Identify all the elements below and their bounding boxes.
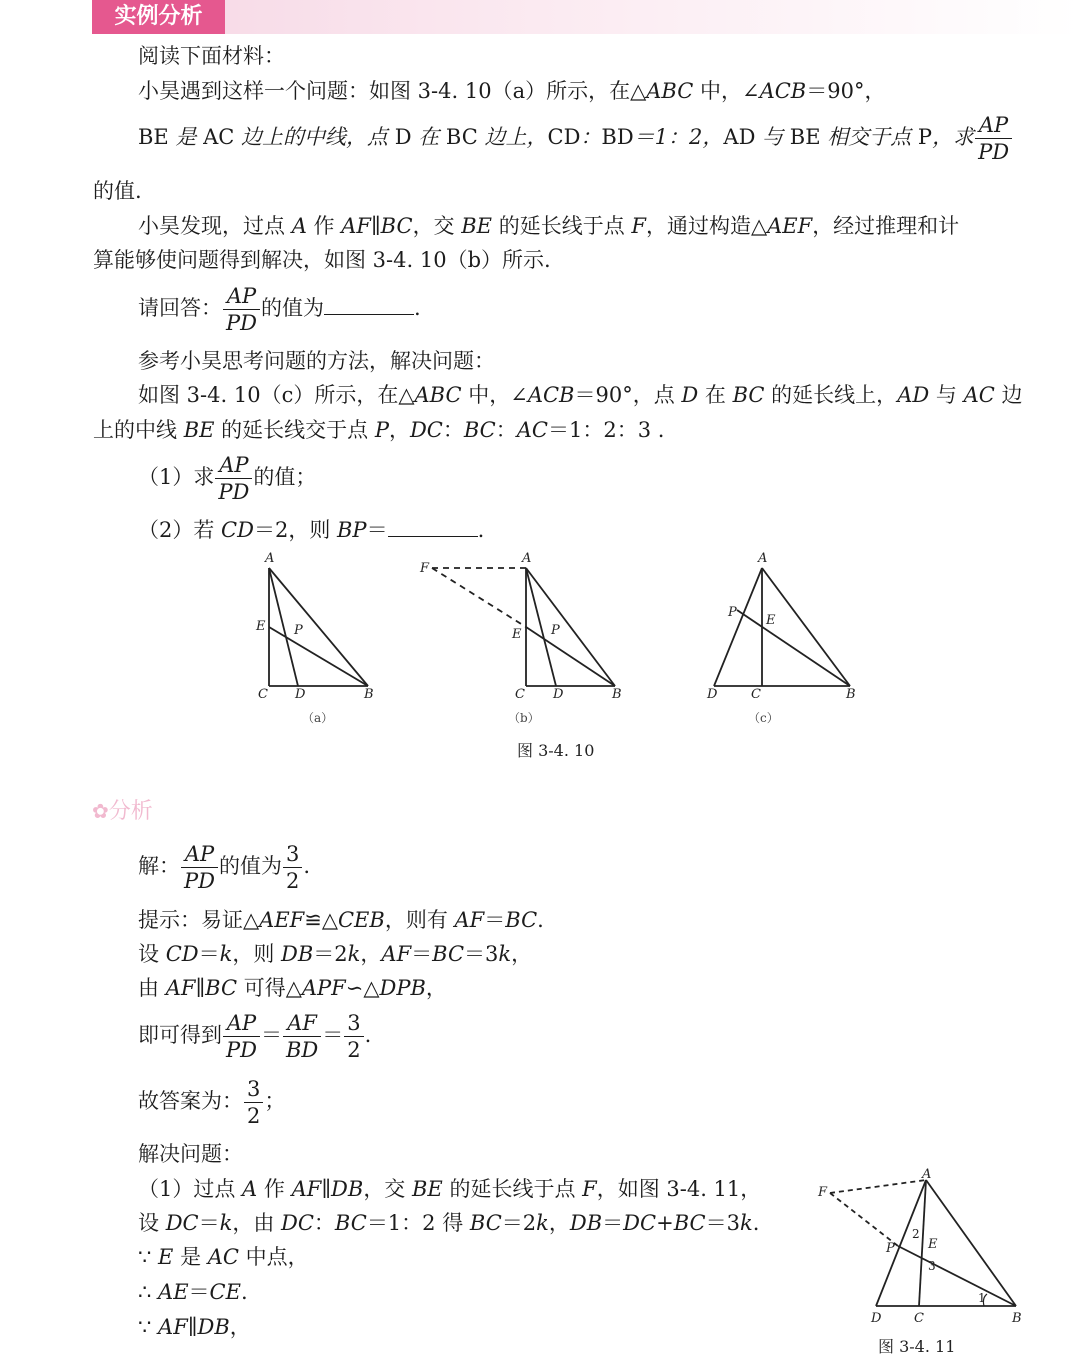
label-11-E: E	[928, 1237, 938, 1252]
math-var: BC	[505, 908, 538, 932]
math-var: 相交于点	[820, 125, 918, 149]
text-run: ，	[425, 976, 447, 1000]
math-var: ABC	[414, 383, 462, 407]
fraction-den: 2	[347, 1038, 361, 1062]
question-1-pre: （1）求	[138, 465, 215, 489]
math-var: BC	[432, 942, 465, 966]
fraction-num: AP	[223, 1010, 260, 1037]
math-var: 与	[755, 125, 790, 149]
math-var: DC	[281, 1211, 314, 1235]
problem-line-9	[138, 380, 1022, 410]
analysis-line-5	[138, 1010, 371, 1063]
header-band	[92, 0, 1080, 34]
question-1	[138, 452, 316, 505]
question-2	[138, 515, 484, 545]
fraction-ap-pd	[975, 112, 1012, 165]
math-var: AEF	[259, 908, 305, 932]
math-var: BC	[463, 418, 496, 442]
label-11-C: C	[914, 1311, 924, 1326]
text-run: ≌△	[304, 908, 338, 932]
angle-2-label: 2	[912, 1227, 920, 1241]
text-run: 的延长线于点	[492, 214, 632, 238]
math-var: BC	[334, 1211, 367, 1235]
text-run: 与	[929, 383, 964, 407]
label-c-A: A	[758, 551, 768, 566]
figure-3-4-11	[806, 1168, 1044, 1358]
text-run: 的延长线上，	[764, 383, 898, 407]
label-11-P: P	[886, 1241, 895, 1256]
text-run: 小昊遇到这样一个问题：如图 3-4. 10（a）所示，在△	[138, 79, 647, 103]
text-run: 中，∠	[461, 383, 528, 407]
math-var: F	[631, 214, 646, 238]
text-run: ∥	[321, 1177, 332, 1201]
fraction-num: AP	[215, 452, 252, 479]
math-var: ，求	[932, 125, 975, 149]
fraction-den: 2	[285, 869, 300, 893]
fraction-num: 3	[244, 1076, 263, 1103]
label-a-A: A	[265, 551, 275, 566]
text-run: ＝1：2 得	[366, 1211, 470, 1235]
analysis-line-7: 解决问题：	[138, 1142, 243, 1166]
text-run: 的延长线于点	[442, 1177, 583, 1201]
analysis-line-6	[138, 1076, 285, 1129]
fraction-ap-pd	[215, 452, 252, 505]
text-run: ，如图 3-4. 11，	[596, 1177, 762, 1201]
text-run: ，则	[232, 942, 282, 966]
math-var: DB	[197, 1315, 230, 1339]
analysis-line-8	[138, 1174, 761, 1204]
solution-mid: 的值为	[218, 854, 282, 878]
text-run: 设	[138, 1211, 166, 1235]
fraction-3-2	[244, 1076, 263, 1129]
solution-pre: 解：	[138, 854, 180, 878]
math-var: DPB	[379, 976, 426, 1000]
label-11-F: F	[818, 1185, 828, 1200]
analysis-heading	[92, 796, 153, 826]
fraction-ap-pd	[223, 283, 260, 336]
text-run: 由	[138, 976, 166, 1000]
label-b-C: C	[515, 687, 525, 702]
math-var: P	[374, 418, 389, 442]
text-run: ＝	[188, 1280, 210, 1304]
text-run: 设	[138, 942, 166, 966]
fraction-3-2	[283, 841, 302, 894]
label-a-P: P	[294, 623, 303, 638]
equals-sign: ＝	[260, 1023, 282, 1047]
math-var: AF	[341, 214, 371, 238]
text-run: （2）若	[138, 518, 222, 542]
text-run: D	[394, 125, 412, 149]
fraction-den: PD	[978, 140, 1010, 164]
math-var: CD	[221, 518, 254, 542]
text-run: BC	[445, 125, 478, 149]
fraction-num: AP	[181, 841, 218, 868]
math-var: AEF	[767, 214, 813, 238]
text-run: （1）过点	[138, 1177, 243, 1201]
label-c-P: P	[728, 605, 737, 620]
answer-prompt-tail: 的值为	[260, 296, 324, 320]
text-run: BE	[138, 125, 169, 149]
text-run: 上的中线	[93, 418, 184, 442]
text-run: CD	[547, 125, 581, 149]
text-run: 作	[306, 214, 342, 238]
text-run: ：	[442, 418, 464, 442]
analysis-line-2	[138, 905, 544, 935]
text-run: 中，∠	[693, 79, 760, 103]
math-var: AD	[897, 383, 930, 407]
math-var: 是	[168, 125, 204, 149]
math-var: ：	[580, 125, 602, 149]
problem-line-8: 参考小昊思考问题的方法，解决问题：	[138, 349, 495, 373]
fraction-ap-pd	[223, 1010, 260, 1063]
question-1-post: 的值；	[253, 465, 317, 489]
math-var: BP	[337, 518, 367, 542]
text-run: ，	[360, 942, 382, 966]
text-run: +	[656, 1211, 674, 1235]
label-c-C: C	[751, 687, 761, 702]
fraction-den: PD	[226, 1038, 257, 1062]
math-var: 边上，	[477, 125, 548, 149]
math-var: DB	[281, 942, 314, 966]
text-run: AD	[723, 125, 756, 149]
caption-a: （a）	[302, 711, 334, 725]
line-end: ；	[264, 1089, 286, 1113]
math-var: AF	[381, 942, 412, 966]
text-run: 是	[173, 1245, 208, 1269]
math-var: DC	[623, 1211, 657, 1235]
math-var: APF	[301, 976, 346, 1000]
math-var: k	[536, 1211, 549, 1235]
text-run: BE	[789, 125, 821, 149]
math-var: AC	[207, 1245, 239, 1269]
text-run: ＝	[484, 908, 506, 932]
analysis-line-12	[138, 1312, 251, 1342]
figure-11-caption: 图 3-4. 11	[878, 1337, 956, 1356]
text-run: ∴	[138, 1280, 159, 1304]
text-run: ，交	[412, 214, 462, 238]
analysis-line-9	[138, 1208, 759, 1238]
label-a-E: E	[256, 619, 266, 634]
line-end: .	[303, 854, 311, 878]
answer-blank	[388, 516, 478, 537]
label-c-E: E	[766, 613, 776, 628]
line-end: .	[364, 1023, 372, 1047]
text-run: ＝3	[464, 942, 499, 966]
figure-3-4-10	[240, 548, 880, 768]
text-run: ∵	[138, 1315, 159, 1339]
caption-c: （c）	[748, 711, 779, 725]
fraction-num: 3	[344, 1010, 363, 1037]
problem-line-3	[138, 112, 1013, 165]
figure-caption: 图 3-4. 10	[517, 741, 595, 760]
text-run: ∥	[187, 1315, 198, 1339]
math-var: BC	[673, 1211, 706, 1235]
label-11-D: D	[871, 1311, 882, 1326]
fraction-den: BD	[285, 1038, 319, 1062]
fraction-den: PD	[226, 311, 257, 335]
text-run: ＝3	[705, 1211, 740, 1235]
line-end: .	[477, 518, 485, 542]
label-c-B: B	[846, 687, 856, 702]
math-var: ACB	[527, 383, 575, 407]
flower-icon: ✿	[92, 799, 109, 823]
problem-line-7	[138, 283, 421, 336]
problem-line-3-text	[138, 125, 974, 149]
math-var: AC	[963, 383, 995, 407]
text-run: ＝2，则	[253, 518, 337, 542]
text-run: .	[240, 1280, 248, 1304]
math-var: AF	[291, 1177, 322, 1201]
analysis-line-11	[138, 1277, 248, 1307]
label-a-D: D	[295, 687, 306, 702]
text-run: ：	[495, 418, 517, 442]
fraction-3-2	[344, 1010, 363, 1063]
fraction-num: AP	[223, 283, 260, 310]
text-run: ，	[548, 1211, 570, 1235]
problem-line-6: 算能够使问题得到解决，如图 3-4. 10（b）所示.	[93, 248, 551, 272]
fraction-den: PD	[184, 869, 215, 893]
label-11-B: B	[1012, 1311, 1022, 1326]
math-var: E	[158, 1245, 174, 1269]
analysis-heading-text: 分析	[108, 799, 153, 824]
text-run: BD	[601, 125, 634, 149]
math-var: CE	[209, 1280, 241, 1304]
label-b-P: P	[551, 623, 560, 638]
conclude-pre: 即可得到	[138, 1023, 222, 1047]
text-run: ＝2	[313, 942, 348, 966]
text-run: ＝	[366, 518, 388, 542]
math-var: A	[242, 1177, 258, 1201]
math-var: CEB	[337, 908, 385, 932]
text-run: ，	[388, 418, 410, 442]
text-run: ＝	[198, 1211, 220, 1235]
text-run: 如图 3-4. 10（c）所示，在△	[138, 383, 415, 407]
label-b-B: B	[612, 687, 622, 702]
text-run: ，通过构造△	[645, 214, 768, 238]
math-var: ABC	[646, 79, 694, 103]
section-tab: 实例分析	[92, 0, 225, 34]
text-run: ＝	[602, 1211, 624, 1235]
angle-1-label: 1	[978, 1291, 986, 1305]
text-run: ＝	[411, 942, 433, 966]
math-var: ACB	[759, 79, 807, 103]
label-b-D: D	[553, 687, 564, 702]
caption-b: （b）	[508, 711, 540, 725]
math-var: BC	[732, 383, 765, 407]
text-run: ∥	[370, 214, 381, 238]
math-var: k	[498, 942, 512, 966]
text-run: ，经过推理和计	[812, 214, 960, 238]
math-var: AC	[516, 418, 548, 442]
analysis-line-10	[138, 1242, 309, 1272]
label-a-B: B	[364, 687, 374, 702]
problem-line-10	[93, 415, 664, 445]
text-run: 在	[698, 383, 733, 407]
math-var: BC	[205, 976, 238, 1000]
text-run: 作	[257, 1177, 292, 1201]
math-var: AF	[158, 1315, 188, 1339]
math-var: k	[219, 942, 233, 966]
fraction-af-bd	[283, 1010, 321, 1063]
text-run: ＝	[198, 942, 220, 966]
text-run: ∽△	[345, 976, 380, 1000]
text-run: ，由	[232, 1211, 282, 1235]
text-run: 小昊发现，过点	[138, 214, 292, 238]
math-var: 边上的中线，点	[234, 125, 395, 149]
answer-blank	[324, 294, 414, 315]
label-b-A: A	[522, 551, 532, 566]
text-run: AC	[203, 125, 235, 149]
math-var: BE	[461, 214, 493, 238]
math-var: DC	[409, 418, 443, 442]
text-run: .	[537, 908, 544, 932]
text-run: ＝2	[501, 1211, 537, 1235]
fraction-den: PD	[218, 480, 250, 504]
analysis-line-3	[138, 939, 532, 969]
text-run: ∵	[138, 1245, 159, 1269]
fraction-num: AP	[975, 112, 1012, 139]
text-run: .	[752, 1211, 760, 1235]
equals-sign: ＝	[322, 1023, 344, 1047]
text-run: ＝90°，	[806, 79, 886, 103]
angle-3-label: 3	[928, 1259, 936, 1273]
answer-pre: 故答案为：	[138, 1089, 243, 1113]
fraction-num: AF	[283, 1010, 321, 1037]
label-b-F: F	[420, 561, 430, 576]
text-run: 边	[994, 383, 1023, 407]
text-run: 可得△	[237, 976, 302, 1000]
math-var: AF	[454, 908, 485, 932]
math-var: 在	[411, 125, 446, 149]
text-run: 提示：易证△	[138, 908, 260, 932]
answer-prompt: 请回答：	[138, 296, 222, 320]
math-var: DB	[569, 1211, 603, 1235]
analysis-line-1	[138, 841, 310, 894]
math-var: A	[291, 214, 307, 238]
label-a-C: C	[258, 687, 268, 702]
label-c-D: D	[707, 687, 718, 702]
math-var: BE	[183, 418, 215, 442]
math-var: AE	[158, 1280, 189, 1304]
problem-line-2	[138, 76, 885, 106]
text-run: 的延长线交于点	[214, 418, 375, 442]
label-b-E: E	[512, 627, 522, 642]
math-var: DB	[331, 1177, 364, 1201]
question-2-text	[138, 518, 388, 542]
math-var: CD	[165, 942, 199, 966]
math-var: BC	[380, 214, 413, 238]
fraction-num: 3	[283, 841, 302, 868]
math-var: F	[582, 1177, 597, 1201]
problem-line-4: 的值.	[93, 179, 142, 203]
label-11-A: A	[922, 1168, 932, 1182]
math-var: k	[347, 942, 361, 966]
math-var: BE	[412, 1177, 443, 1201]
math-var: k	[739, 1211, 753, 1235]
problem-line-1: 阅读下面材料：	[138, 44, 285, 68]
fraction-den: 2	[247, 1104, 261, 1128]
analysis-line-4	[138, 973, 447, 1003]
text-run: P	[917, 125, 933, 149]
text-run: ，	[229, 1315, 251, 1339]
text-run: ：	[313, 1211, 335, 1235]
math-var: D	[681, 383, 699, 407]
line-end: .	[413, 296, 421, 320]
text-run: ∥	[195, 976, 206, 1000]
text-run: ，交	[363, 1177, 412, 1201]
math-var: DC	[165, 1211, 199, 1235]
text-run: ，	[511, 942, 533, 966]
math-var: AF	[165, 976, 196, 1000]
math-var: k	[219, 1211, 233, 1235]
fraction-ap-pd	[181, 841, 218, 894]
problem-line-5	[138, 211, 959, 241]
text-run: ，则有	[384, 908, 455, 932]
text-run: ＝1：2：3 .	[547, 418, 665, 442]
math-var: ＝1：2，	[633, 125, 724, 149]
math-var: BC	[469, 1211, 502, 1235]
text-run: 中点，	[238, 1245, 309, 1269]
text-run: ＝90°，点	[574, 383, 682, 407]
